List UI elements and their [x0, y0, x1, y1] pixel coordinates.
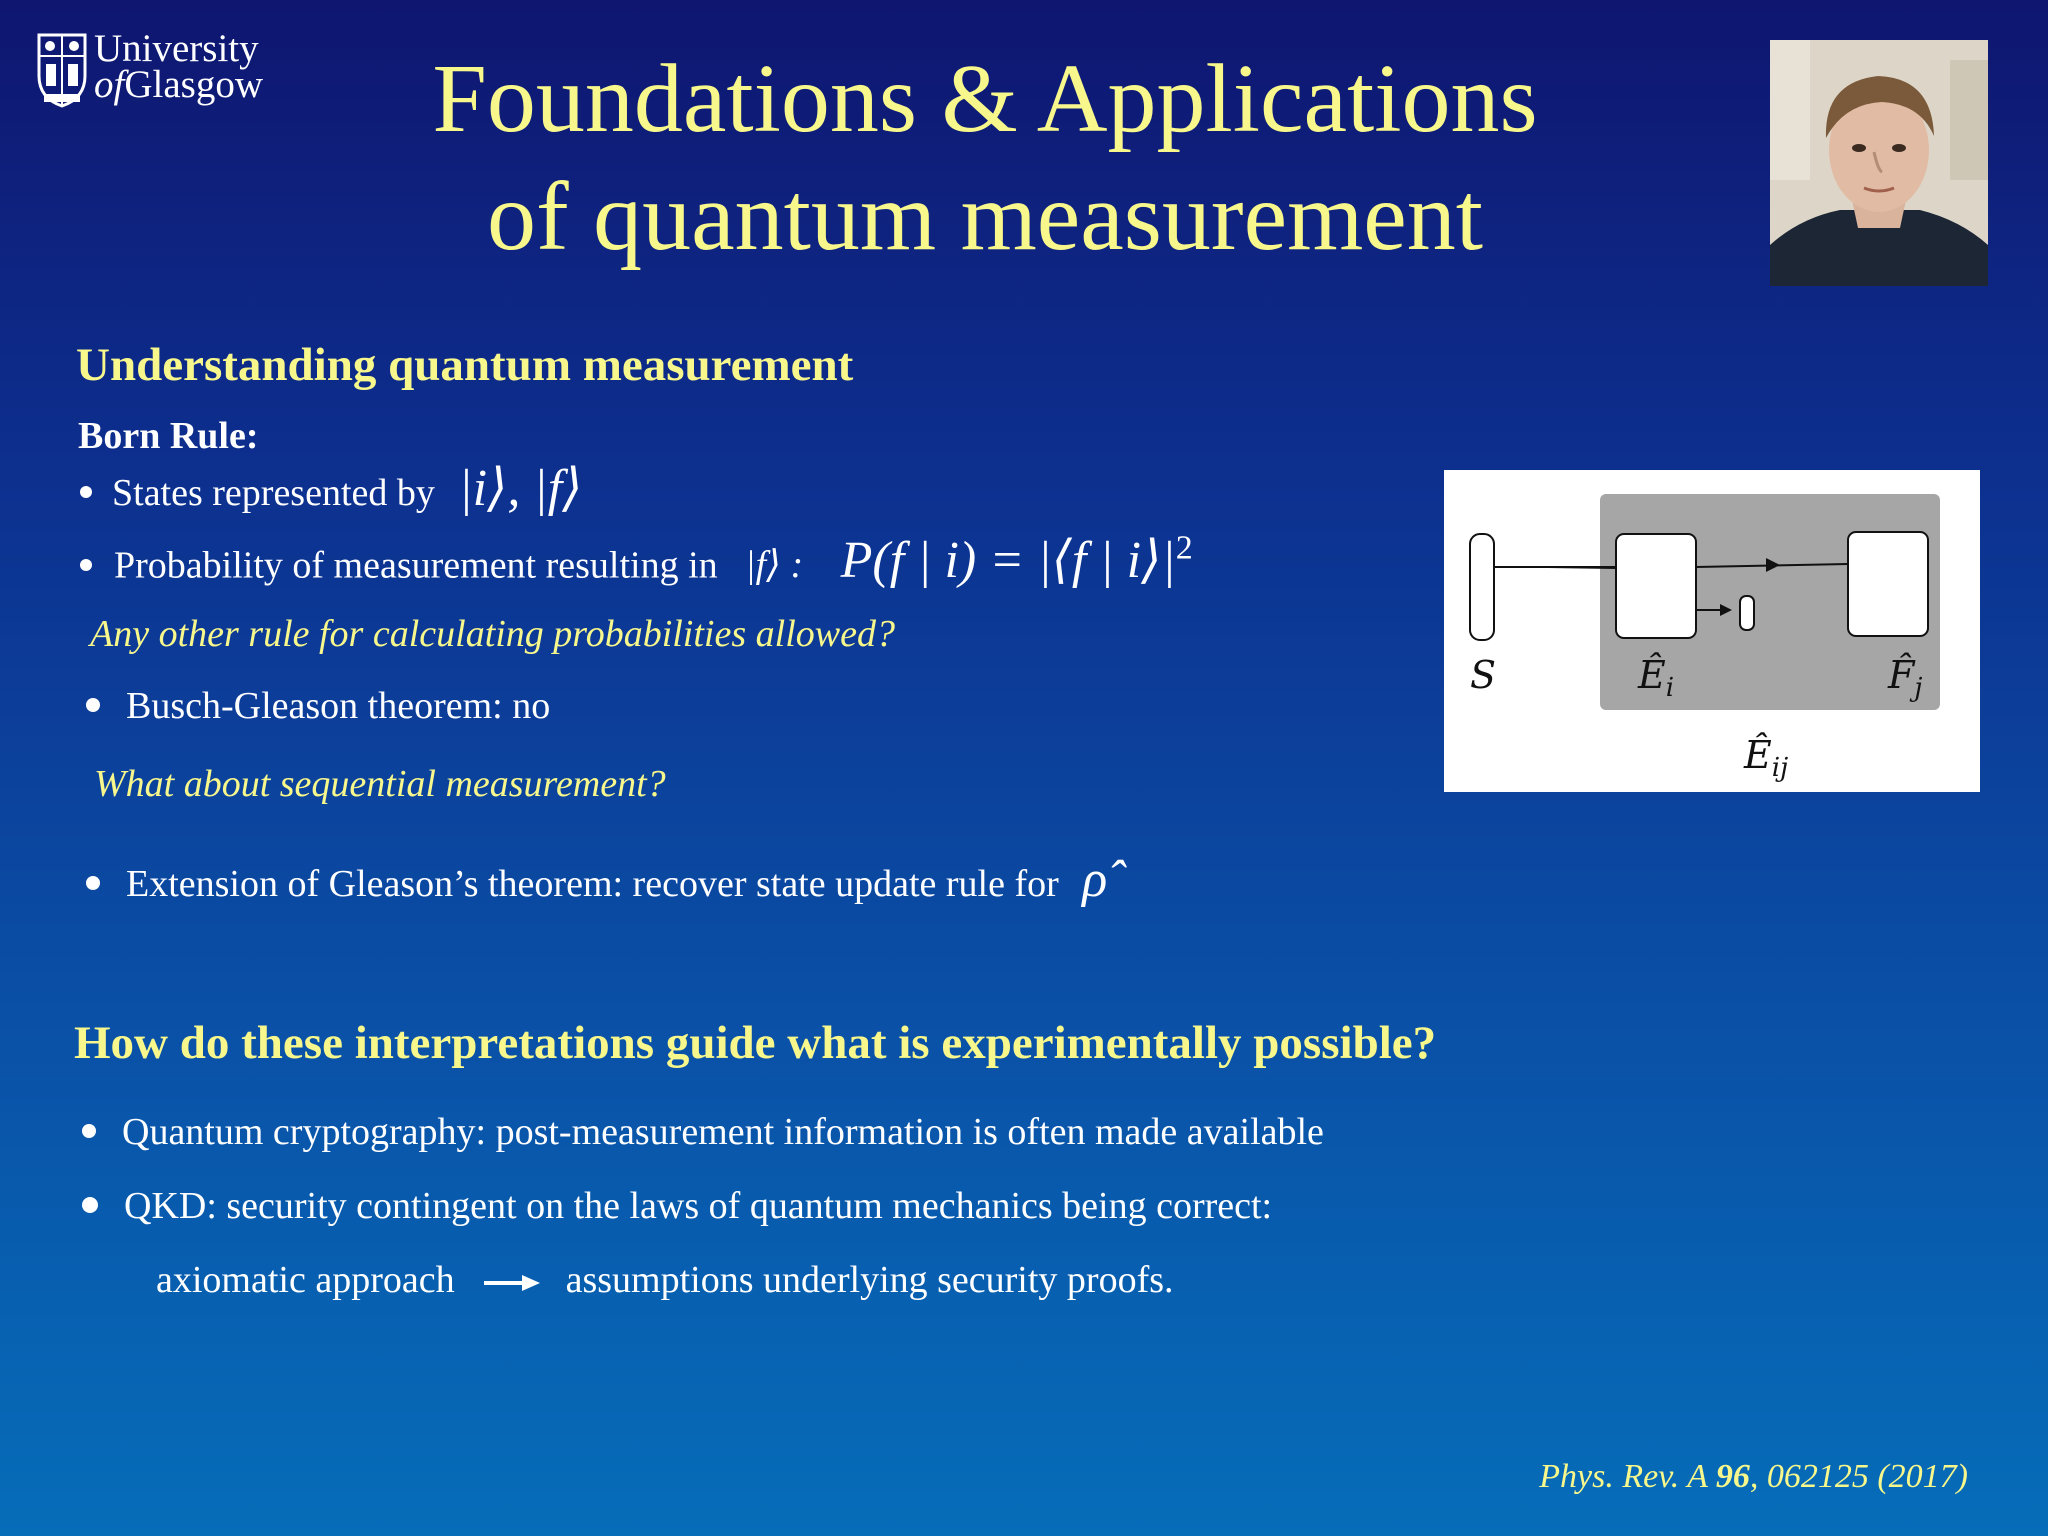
diagram-svg [1444, 470, 1980, 792]
bullet-busch-gleason: Busch-Gleason theorem: no [86, 684, 550, 728]
right-arrow-icon [482, 1271, 542, 1295]
label-s: S [1470, 653, 1497, 697]
logo-line1: University [94, 27, 259, 70]
title-line1: Foundations & Applications [432, 45, 1538, 153]
label-fj: $F̂_j$ [1888, 653, 1923, 703]
born-rule-label: Born Rule: [78, 415, 259, 457]
ket-states-math: |i⟩, |f⟩ [458, 460, 583, 517]
label-eij: $Ê_{ij}$ [1744, 733, 1789, 783]
bullet-dot [80, 559, 92, 571]
question-other-rule: Any other rule for calculating probabilities allowed? [90, 613, 895, 655]
bullet-dot [86, 876, 100, 890]
pointer-box [1740, 596, 1754, 630]
citation: Phys. Rev. A 96, 062125 (2017) [1539, 1458, 1968, 1495]
bullet-dot [86, 698, 100, 712]
bullet-probability: Probability of measurement resulting in |f⟩ : P(f | i) = |⟨f | $i⟩|^2$ [80, 530, 1193, 590]
bullet-gleason-extension: Extension of Gleason’s theorem: recover state update rule for ρ̂ [86, 850, 1107, 909]
rho-hat-math: ρ̂ [1082, 851, 1108, 908]
logo-line2: ofGlasgow [94, 63, 263, 106]
section1-heading: Understanding quantum measurement [76, 339, 854, 391]
page-title [280, 40, 1690, 276]
fj-box [1848, 532, 1928, 636]
bullet-dot [82, 1124, 96, 1138]
presenter-webcam [1770, 40, 1988, 286]
bullet-qkd: QKD: security contingent on the laws of quantum mechanics being correct: [82, 1184, 1272, 1228]
ei-box [1616, 534, 1696, 638]
bullet-states: States represented by |i⟩, |f⟩ [80, 458, 582, 518]
question-sequential: What about sequential measurement? [94, 763, 666, 805]
born-rule-formula: P(f | i) = |⟨f | $i⟩|^2$ [840, 530, 1193, 590]
sequential-measurement-diagram [1444, 470, 1980, 792]
bullet-dot [82, 1197, 98, 1213]
source-box [1470, 534, 1494, 640]
bullet-dot [80, 486, 92, 498]
bullet-quantum-cryptography: Quantum cryptography: post-measurement information is often made available [82, 1110, 1324, 1154]
section2-heading: How do these interpretations guide what is experimentally possible? [74, 1017, 1437, 1069]
axiomatic-approach-line: axiomatic approach assumptions underlying security proofs. [156, 1259, 1174, 1301]
crest-icon [36, 32, 88, 108]
title-line2: of quantum measurement [486, 163, 1484, 271]
university-logo [36, 27, 286, 110]
ket-f-math: |f⟩ : [745, 544, 804, 587]
presenter-image [1770, 40, 1988, 286]
label-ei: $Ê_i$ [1638, 653, 1675, 703]
